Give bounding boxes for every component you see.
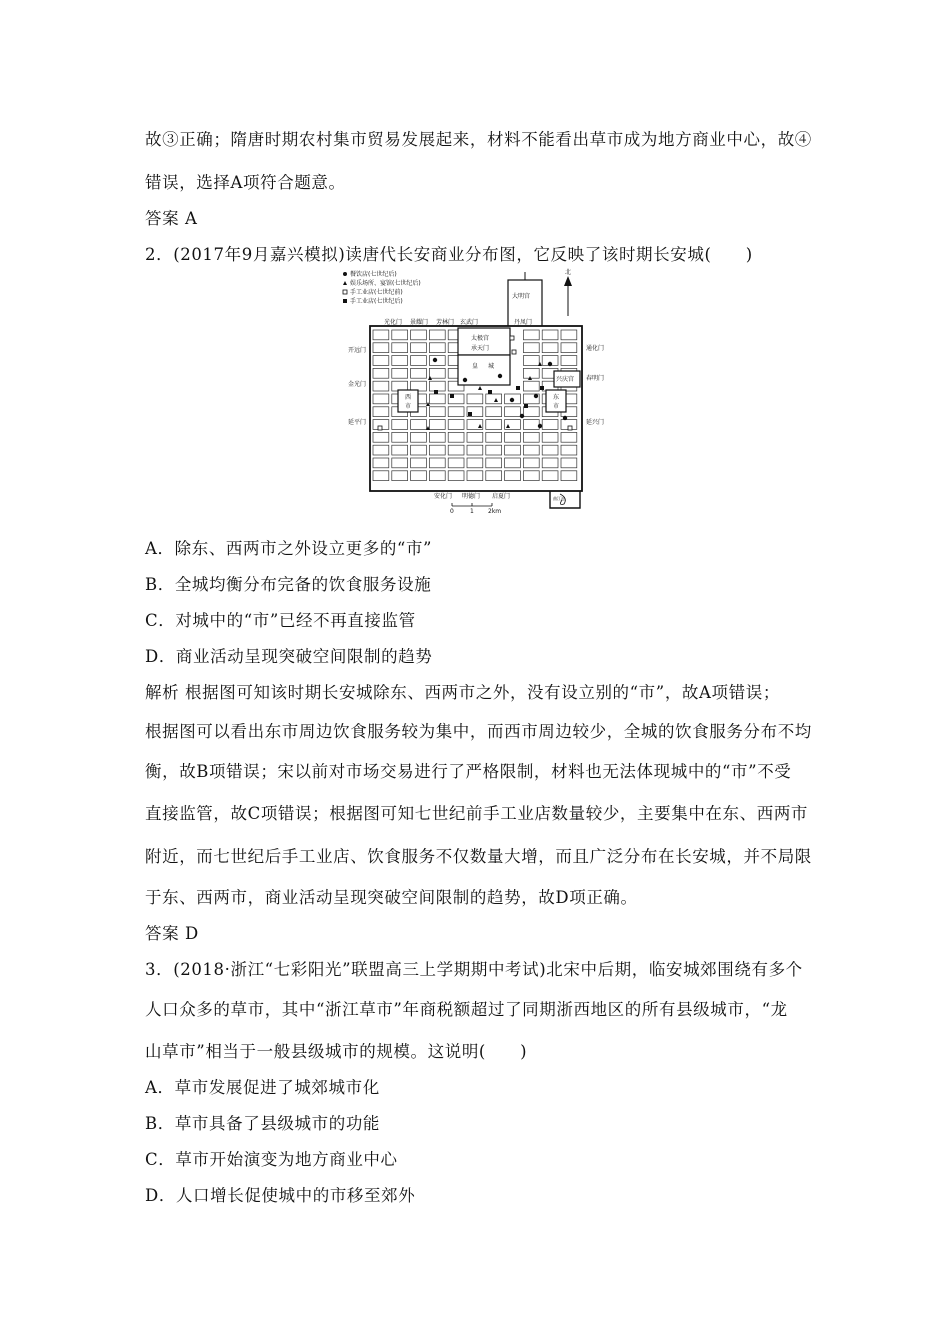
svg-text:北: 北 (565, 269, 572, 276)
workshop-after-marker (434, 390, 438, 394)
legend-item-4: 手工业店(七世纪后) (350, 298, 403, 305)
question-3-line-2: 人口众多的草市，其中“浙江草市”年商税额超过了同期浙西地区的所有县级城市，“龙 (145, 1000, 788, 1019)
gate-right-3: 延兴门 (586, 419, 605, 426)
daming-label: 大明宫 (512, 293, 531, 300)
explanation-5: 附近，而七世纪后手工业店、饮食服务不仅数量大增，而且广泛分布在长安城，并不局限 (145, 847, 812, 866)
chengtian-label: 承天门 (471, 345, 490, 352)
answer-1: 答案 A (145, 209, 198, 228)
food-shop-marker (538, 424, 542, 428)
workshop-after-marker (468, 412, 472, 416)
workshop-after-marker (540, 386, 544, 390)
explanation-2: 根据图可以看出东市周边饮食服务较为集中，而西市周边较少，全城的饮食服务分布不均 (145, 722, 812, 741)
food-shop-marker (534, 394, 538, 398)
q3-option-c: C．草市开始演变为地方商业中心 (145, 1150, 398, 1169)
workshop-after-marker (524, 404, 528, 408)
imperial-label-1: 皇 (472, 363, 479, 370)
answer-2: 答案 D (145, 924, 199, 943)
gate-bottom-1: 安化门 (434, 493, 453, 500)
explanation-1: 解析 根据图可知该时期长安城除东、西两市之外，没有设立别的“市”，故A项错误； (145, 683, 780, 702)
q2-option-d: D．商业活动呈现突破空间限制的趋势 (145, 647, 433, 666)
legend-item-3: 手工业店(七世纪前) (350, 289, 403, 296)
food-shop-marker (510, 398, 514, 402)
food-shop-marker (463, 378, 467, 382)
gate-top-5: 丹凤门 (514, 319, 533, 326)
svg-text:0: 0 (450, 508, 454, 515)
q2-option-c: C．对城中的“市”已经不再直接监管 (145, 611, 416, 630)
workshop-before-marker (512, 350, 516, 354)
map-legend (343, 270, 421, 305)
legend-item-1: 餐饮店(七世纪后) (350, 271, 397, 278)
workshop-before-marker (510, 336, 514, 340)
svg-text:1: 1 (470, 508, 474, 515)
food-shop-marker (498, 374, 502, 378)
gate-bottom-3: 启夏门 (492, 493, 511, 500)
question-3-line-3: 山草市”相当于一般县级城市的规模。这说明( ) (145, 1042, 528, 1061)
food-shop-marker (548, 362, 552, 366)
q3-option-a: A．草市发展促进了城郊城市化 (145, 1078, 380, 1097)
food-shop-marker (520, 414, 524, 418)
gate-top-4: 玄武门 (460, 319, 479, 326)
east-market-label-1: 东 (553, 394, 560, 401)
workshop-after-marker (516, 386, 520, 390)
workshop-before-marker (568, 426, 572, 430)
q2-option-a: A．除东、西两市之外设立更多的“市” (145, 539, 433, 558)
west-market-label-2: 市 (405, 403, 412, 410)
gate-right-2: 春明门 (586, 375, 605, 382)
question-2: 2．(2017年9月嘉兴模拟)读唐代长安商业分布图，它反映了该时期长安城( ) (145, 245, 753, 264)
gate-top-2: 景耀门 (410, 319, 429, 326)
gate-right-1: 通化门 (586, 345, 605, 352)
workshop-after-marker (488, 390, 492, 394)
q2-option-b: B．全城均衡分布完备的饮食服务设施 (145, 575, 432, 594)
explanation-4: 直接监管，故C项错误；根据图可知七世纪前手工业店数量较少，主要集中在东、西两市 (145, 804, 809, 823)
gate-top-1: 光化门 (384, 319, 403, 326)
xingqing-label: 兴庆宫 (556, 376, 575, 383)
explanation-6: 于东、西两市，商业活动呈现突破空间限制的趋势，故D项正确。 (145, 888, 638, 907)
scale-bar (450, 503, 501, 515)
q3-option-d: D．人口增长促使城中的市移至郊外 (145, 1186, 416, 1205)
question-3-line-1: 3．(2018·浙江“七彩阳光”联盟高三上学期期中考试)北宋中后期，临安城郊围绕有多个 (145, 960, 803, 979)
legend-item-2: 娱乐场所、宴馆(七世纪后) (350, 280, 421, 287)
gate-top-3: 芳林门 (436, 319, 455, 326)
food-shop-marker (563, 416, 567, 420)
north-arrow-icon (564, 268, 572, 316)
food-shop-marker (433, 358, 437, 362)
gate-left-2: 金光门 (348, 381, 367, 388)
workshop-before-marker (378, 426, 382, 430)
imperial-label-2: 城 (488, 363, 495, 370)
taiji-label: 太极宫 (471, 335, 490, 342)
gate-left-3: 延平门 (348, 419, 367, 426)
gate-left-1: 开远门 (348, 347, 367, 354)
explanation-3: 衡，故B项错误；宋以前对市场交易进行了严格限制，材料也无法体现城中的“市”不受 (145, 762, 792, 781)
workshop-after-marker (450, 394, 454, 398)
line-p1: 故③正确；隋唐时期农村集市贸易发展起来，材料不能看出草市成为地方商业中心，故④ (145, 130, 812, 149)
q3-option-b: B．草市具备了县级城市的功能 (145, 1114, 381, 1133)
changan-commerce-map (340, 268, 612, 516)
qujiang-label: 曲江池 (553, 496, 565, 501)
gate-bottom-2: 明德门 (462, 493, 481, 500)
svg-text:2km: 2km (488, 508, 502, 515)
line-p2: 错误，选择A项符合题意。 (145, 173, 346, 192)
west-market-label-1: 西 (405, 394, 412, 401)
east-market-label-2: 市 (553, 403, 560, 410)
